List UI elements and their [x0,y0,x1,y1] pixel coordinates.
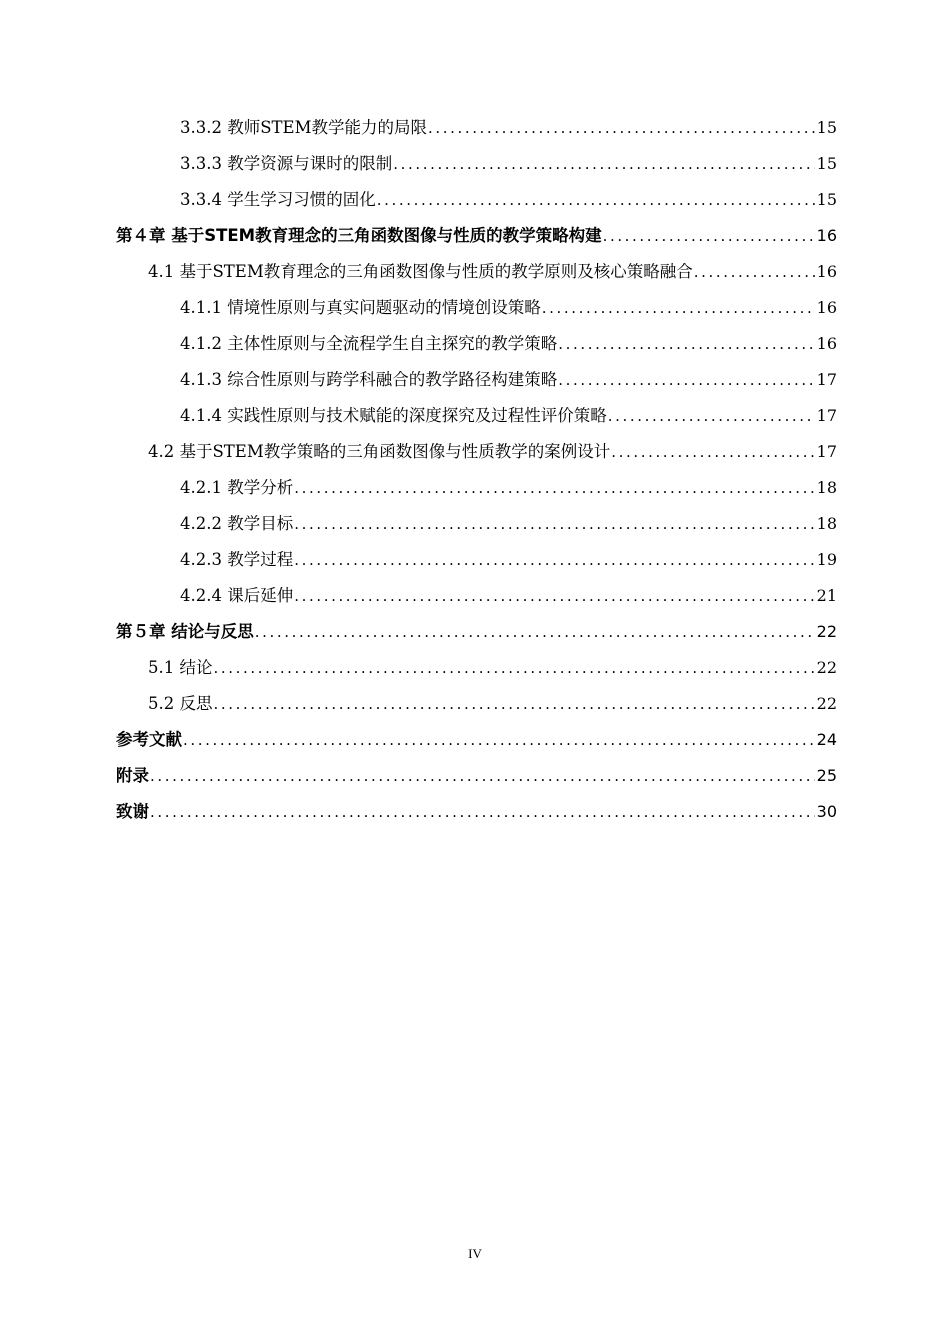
toc-section-entry[interactable] [116,650,837,686]
toc-entry-title: 4.2.1 教学分析 [180,478,294,497]
toc-entry[interactable] [116,398,837,434]
toc-dot-leader [294,470,814,506]
toc-entry-title: 参考文献 [116,730,182,749]
toc-dot-leader [294,542,814,578]
toc-chapter-entry[interactable] [116,722,837,758]
toc-entry[interactable] [116,146,837,182]
toc-entry-page: 22 [816,658,837,677]
toc-entry-title: 4.1.3 综合性原则与跨学科融合的教学路径构建策略 [180,370,558,389]
toc-entry[interactable] [116,326,837,362]
toc-entry-page: 16 [816,226,837,245]
toc-entry-title: 5.1 结论 [148,658,213,677]
toc-entry[interactable] [116,470,837,506]
toc-entry-title: 4.1.2 主体性原则与全流程学生自主探究的教学策略 [180,334,558,353]
toc-entry[interactable] [116,110,837,146]
toc-entry-page: 16 [816,298,837,317]
toc-entry-title: 4.2.4 课后延伸 [180,586,294,605]
toc-dot-leader [294,506,814,542]
page-number: IV [468,1246,482,1261]
toc-dot-leader [150,758,815,794]
toc-entry[interactable] [116,362,837,398]
toc-entry-page: 25 [816,766,837,785]
toc-entry-title: 3.3.3 教学资源与课时的限制 [180,154,393,173]
toc-dot-leader [393,146,814,182]
toc-entry-title: 4.1.4 实践性原则与技术赋能的深度探究及过程性评价策略 [180,406,607,425]
toc-entry-title: 附录 [116,766,149,785]
toc-entry-page: 21 [816,586,837,605]
toc-entry-title: 3.3.4 学生学习习惯的固化 [180,190,376,209]
toc-dot-leader [150,794,815,830]
toc-entry-page: 16 [816,262,837,281]
toc-dot-leader [542,290,815,326]
toc-entry-title: 第５章 结论与反思 [116,622,254,641]
toc-entry-page: 30 [816,802,837,821]
toc-entry[interactable] [116,578,837,614]
toc-entry-title: 4.2.3 教学过程 [180,550,294,569]
toc-entry-page: 18 [816,514,837,533]
toc-dot-leader [183,722,815,758]
toc-chapter-entry[interactable] [116,614,837,650]
toc-dot-leader [214,650,815,686]
toc-entry-page: 19 [816,550,837,569]
toc-dot-leader [558,326,814,362]
toc-entry-page: 17 [816,370,837,389]
toc-dot-leader [294,578,814,614]
toc-dot-leader [603,218,815,254]
toc-entry-title: 4.2 基于STEM教学策略的三角函数图像与性质教学的案例设计 [148,442,611,461]
toc-entry[interactable] [116,542,837,578]
toc-entry[interactable] [116,506,837,542]
toc-entry-title: 5.2 反思 [148,694,213,713]
toc-entry-page: 15 [816,154,837,173]
toc-entry-page: 17 [816,406,837,425]
toc-entry-title: 3.3.2 教师STEM教学能力的局限 [180,118,427,137]
toc-entry[interactable] [116,182,837,218]
toc-entry-page: 18 [816,478,837,497]
toc-dot-leader [377,182,815,218]
toc-entry-page: 15 [816,190,837,209]
toc-entry-title: 4.2.2 教学目标 [180,514,294,533]
toc-chapter-entry[interactable] [116,758,837,794]
toc-section-entry[interactable] [116,254,837,290]
toc-entry-title: 第４章 基于STEM教育理念的三角函数图像与性质的教学策略构建 [116,226,602,245]
toc-dot-leader [428,110,815,146]
toc-entry-title: 4.1.1 情境性原则与真实问题驱动的情境创设策略 [180,298,541,317]
toc-entry-page: 22 [816,694,837,713]
toc-section-entry[interactable] [116,434,837,470]
toc-section-entry[interactable] [116,686,837,722]
toc-dot-leader [611,434,814,470]
toc-dot-leader [694,254,815,290]
toc-chapter-entry[interactable] [116,218,837,254]
toc-dot-leader [214,686,815,722]
toc-entry-page: 15 [816,118,837,137]
toc-dot-leader [608,398,815,434]
toc-chapter-entry[interactable] [116,794,837,830]
toc-entry-page: 22 [816,622,837,641]
toc-entry-page: 16 [816,334,837,353]
toc-dot-leader [558,362,814,398]
toc-entry-page: 17 [816,442,837,461]
toc-entry-page: 24 [816,730,837,749]
toc-dot-leader [255,614,815,650]
table-of-contents [116,110,837,830]
toc-entry[interactable] [116,290,837,326]
toc-entry-title: 致谢 [116,802,149,821]
toc-entry-title: 4.1 基于STEM教育理念的三角函数图像与性质的教学原则及核心策略融合 [148,262,693,281]
